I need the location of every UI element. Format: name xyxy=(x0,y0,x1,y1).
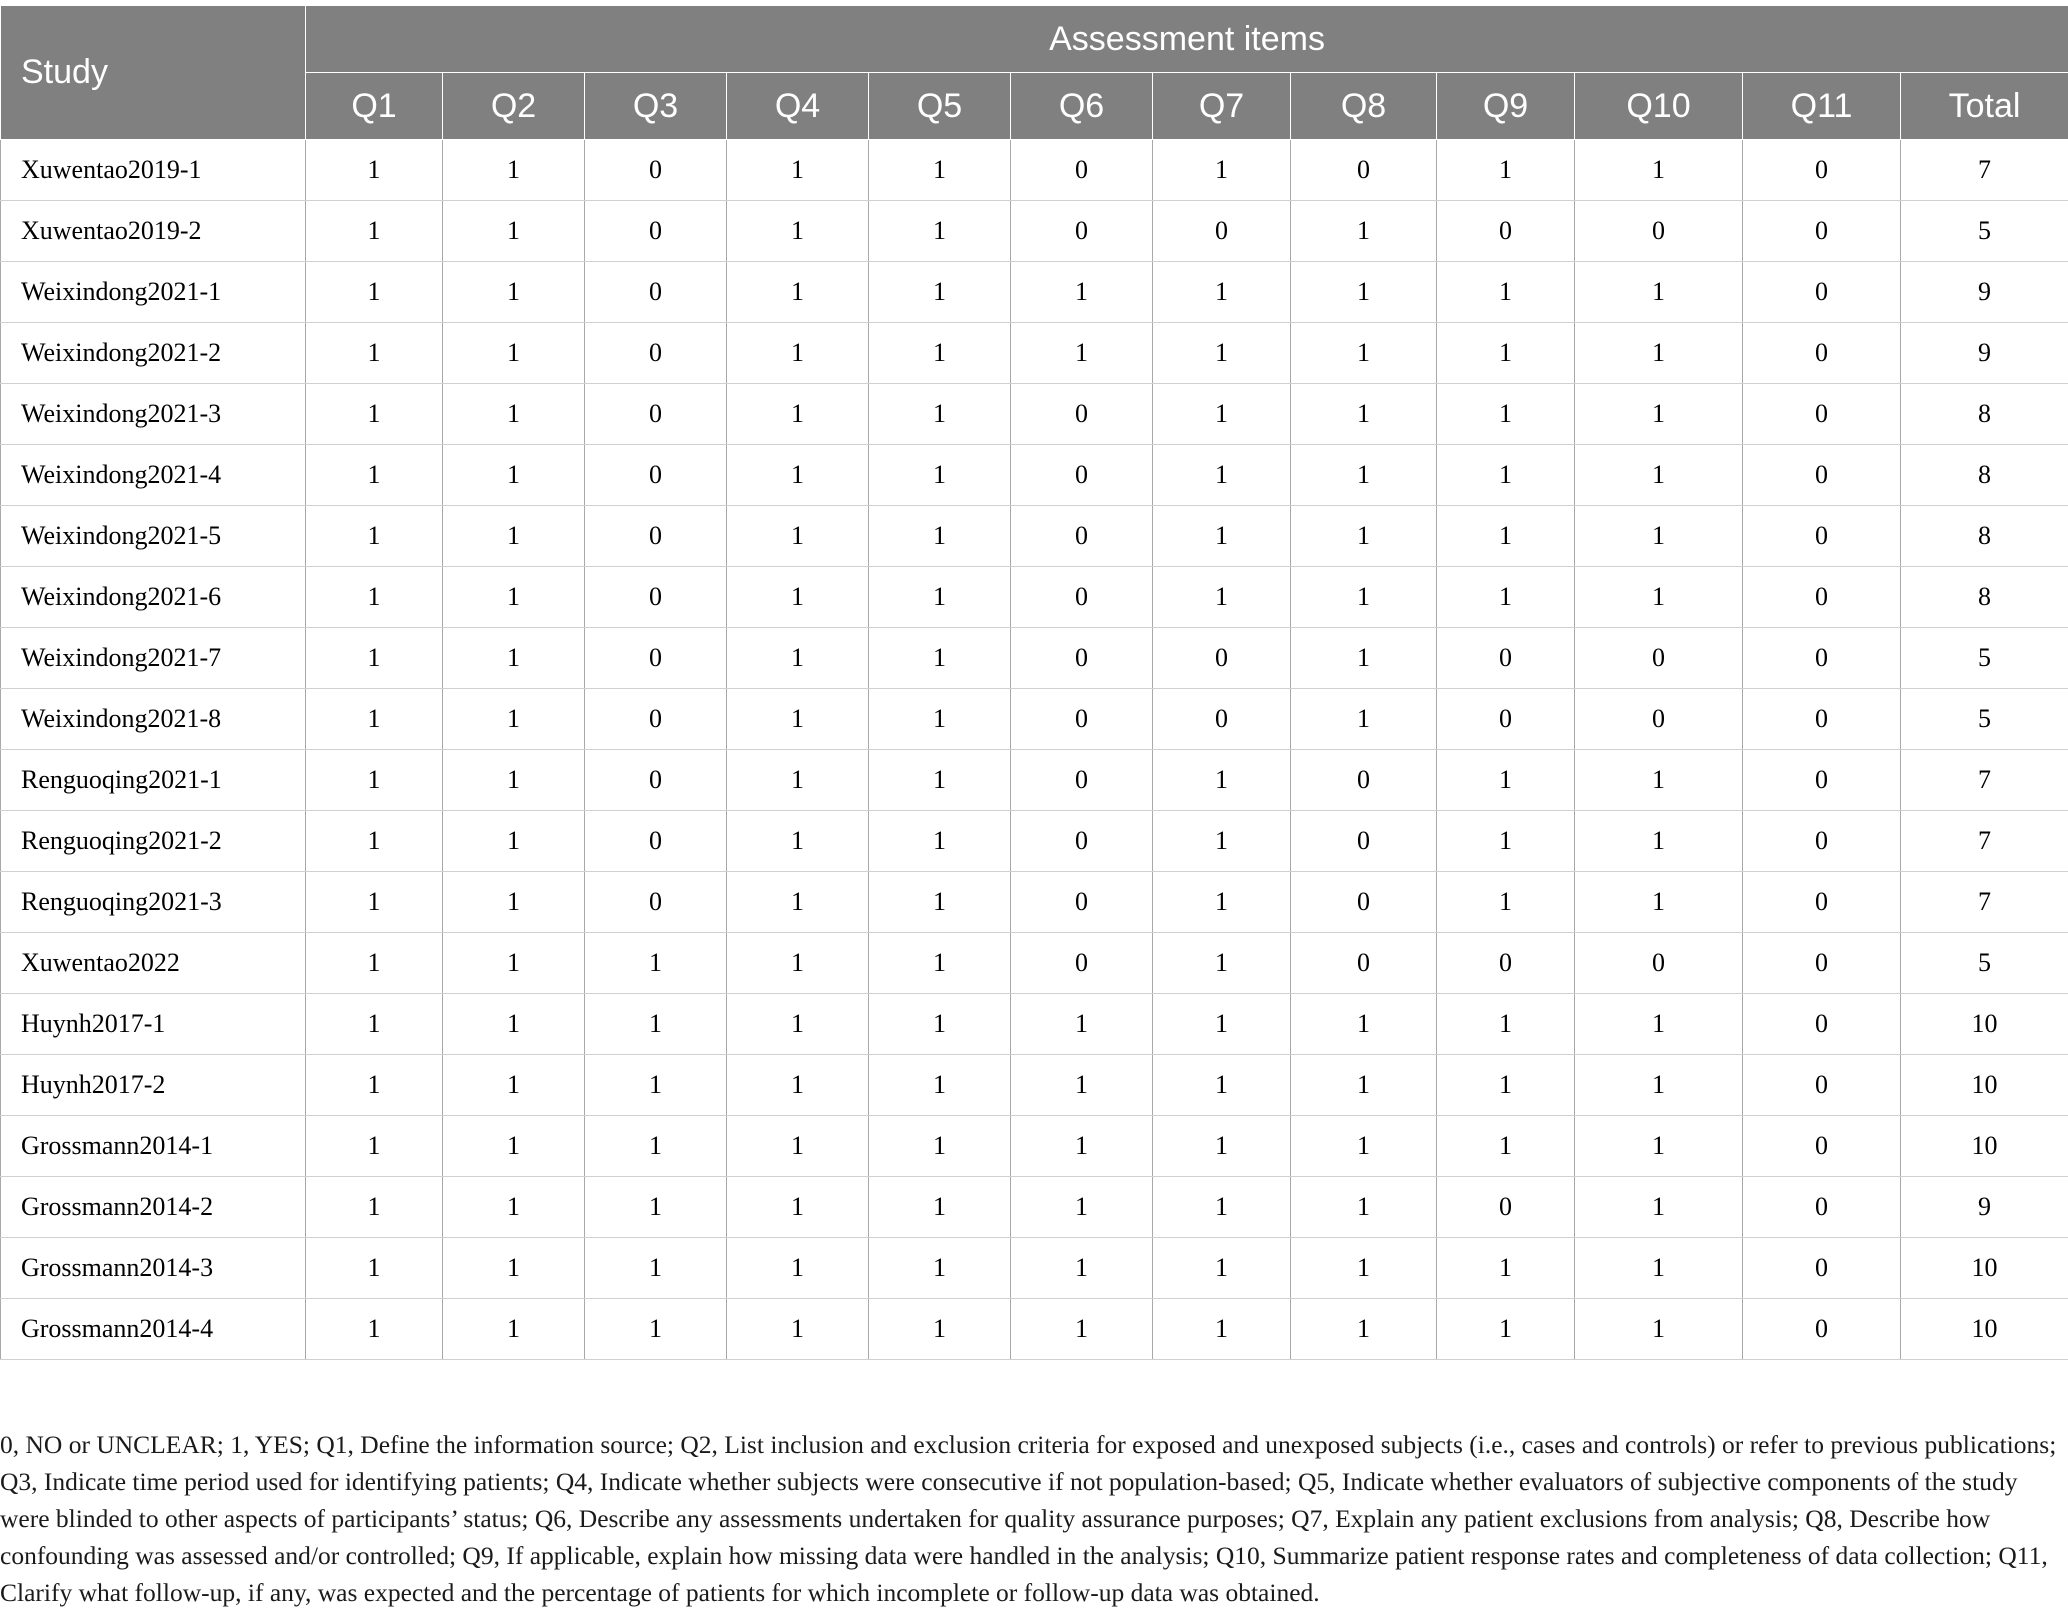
score-cell: 0 xyxy=(1743,506,1901,567)
score-cell: 1 xyxy=(1291,1116,1437,1177)
table-row xyxy=(1,445,2068,506)
study-name-cell: Weixindong2021-7 xyxy=(1,628,306,689)
score-cell: 1 xyxy=(306,750,443,811)
score-cell: 1 xyxy=(443,140,585,201)
study-name-cell: Xuwentao2019-2 xyxy=(1,201,306,262)
study-name-cell: Renguoqing2021-1 xyxy=(1,750,306,811)
column-header-q5: Q5 xyxy=(869,73,1011,140)
score-cell: 1 xyxy=(727,689,869,750)
study-name-cell: Xuwentao2022 xyxy=(1,933,306,994)
score-cell: 0 xyxy=(1011,506,1153,567)
study-name-cell: Renguoqing2021-3 xyxy=(1,872,306,933)
score-cell: 0 xyxy=(1743,445,1901,506)
score-cell: 1 xyxy=(727,994,869,1055)
column-header-q7: Q7 xyxy=(1153,73,1291,140)
score-cell: 0 xyxy=(1153,628,1291,689)
total-score-cell: 7 xyxy=(1901,872,2068,933)
table-row xyxy=(1,1055,2068,1116)
score-cell: 1 xyxy=(727,506,869,567)
score-cell: 1 xyxy=(1291,445,1437,506)
score-cell: 1 xyxy=(1437,750,1575,811)
score-cell: 0 xyxy=(1743,872,1901,933)
table-row xyxy=(1,1238,2068,1299)
score-cell: 1 xyxy=(306,140,443,201)
score-cell: 1 xyxy=(443,445,585,506)
score-cell: 0 xyxy=(585,628,727,689)
score-cell: 1 xyxy=(1291,201,1437,262)
total-score-cell: 9 xyxy=(1901,323,2068,384)
score-cell: 1 xyxy=(1153,567,1291,628)
score-cell: 1 xyxy=(1153,1238,1291,1299)
score-cell: 1 xyxy=(1437,994,1575,1055)
score-cell: 0 xyxy=(1743,1177,1901,1238)
score-cell: 0 xyxy=(1291,933,1437,994)
score-cell: 1 xyxy=(1437,567,1575,628)
score-cell: 1 xyxy=(1011,1116,1153,1177)
score-cell: 1 xyxy=(585,1055,727,1116)
table-row xyxy=(1,567,2068,628)
score-cell: 0 xyxy=(1011,567,1153,628)
score-cell: 0 xyxy=(585,567,727,628)
score-cell: 0 xyxy=(1743,323,1901,384)
score-cell: 1 xyxy=(1575,872,1743,933)
table-row xyxy=(1,323,2068,384)
score-cell: 1 xyxy=(1153,1299,1291,1360)
score-cell: 0 xyxy=(585,811,727,872)
score-cell: 1 xyxy=(1575,750,1743,811)
score-cell: 1 xyxy=(443,628,585,689)
score-cell: 1 xyxy=(443,323,585,384)
score-cell: 1 xyxy=(585,1116,727,1177)
study-name-cell: Weixindong2021-4 xyxy=(1,445,306,506)
score-cell: 1 xyxy=(306,506,443,567)
total-score-cell: 5 xyxy=(1901,933,2068,994)
score-cell: 1 xyxy=(306,384,443,445)
column-header-q11: Q11 xyxy=(1743,73,1901,140)
study-column-header: Study xyxy=(1,6,306,140)
total-score-cell: 7 xyxy=(1901,811,2068,872)
table-row xyxy=(1,872,2068,933)
score-cell: 0 xyxy=(1743,567,1901,628)
score-cell: 1 xyxy=(443,872,585,933)
total-score-cell: 10 xyxy=(1901,1116,2068,1177)
table-row xyxy=(1,140,2068,201)
score-cell: 1 xyxy=(1575,140,1743,201)
total-score-cell: 7 xyxy=(1901,140,2068,201)
score-cell: 1 xyxy=(727,811,869,872)
score-cell: 0 xyxy=(1011,628,1153,689)
score-cell: 1 xyxy=(1437,1116,1575,1177)
table-row xyxy=(1,201,2068,262)
score-cell: 1 xyxy=(869,506,1011,567)
score-cell: 1 xyxy=(727,323,869,384)
score-cell: 0 xyxy=(1437,1177,1575,1238)
score-cell: 0 xyxy=(1743,1116,1901,1177)
column-header-q3: Q3 xyxy=(585,73,727,140)
score-cell: 1 xyxy=(306,1116,443,1177)
table-row xyxy=(1,384,2068,445)
score-cell: 1 xyxy=(1575,994,1743,1055)
score-cell: 1 xyxy=(1575,811,1743,872)
score-cell: 0 xyxy=(1743,140,1901,201)
total-score-cell: 5 xyxy=(1901,689,2068,750)
score-cell: 1 xyxy=(869,1055,1011,1116)
total-score-cell: 5 xyxy=(1901,628,2068,689)
score-cell: 1 xyxy=(1291,384,1437,445)
score-cell: 1 xyxy=(443,1299,585,1360)
total-score-cell: 10 xyxy=(1901,1055,2068,1116)
score-cell: 0 xyxy=(1437,201,1575,262)
score-cell: 0 xyxy=(585,201,727,262)
score-cell: 0 xyxy=(1437,933,1575,994)
score-cell: 1 xyxy=(443,1055,585,1116)
score-cell: 1 xyxy=(869,811,1011,872)
score-cell: 1 xyxy=(1437,1238,1575,1299)
score-cell: 1 xyxy=(1011,1055,1153,1116)
score-cell: 0 xyxy=(1743,1055,1901,1116)
column-header-q9: Q9 xyxy=(1437,73,1575,140)
column-header-row xyxy=(1,73,2068,140)
study-name-cell: Grossmann2014-1 xyxy=(1,1116,306,1177)
score-cell: 1 xyxy=(869,201,1011,262)
score-cell: 1 xyxy=(443,1116,585,1177)
total-score-cell: 10 xyxy=(1901,1299,2068,1360)
table-footnote: 0, NO or UNCLEAR; 1, YES; Q1, Define the information source; Q2, List inclusion and exclusion criteria for exposed and unexposed subjects (i.e., cases and controls) or refer to previous publications; Q3, Indicate time period used for identifying patients; Q4, Indicate whether subjects were consecutive if not population-based; Q5, Indicate whether evaluators of subjective components of the study were blinded to other aspects of participants’ status; Q6, Describe any assessments undertaken for quality assurance purposes; Q7, Explain any patient exclusions from analysis; Q8, Describe how confounding was assessed and/or controlled; Q9, If applicable, explain how missing data were handled in the analysis; Q10, Summarize patient response rates and completeness of data collection; Q11, Clarify what follow-up, if any, was expected and the percentage of patients for which incomplete or follow-up data was obtained. xyxy=(0,1430,2057,1607)
score-cell: 0 xyxy=(1153,201,1291,262)
score-cell: 1 xyxy=(1291,262,1437,323)
column-header-q8: Q8 xyxy=(1291,73,1437,140)
assessment-items-group-header: Assessment items xyxy=(306,6,2068,73)
study-name-cell: Grossmann2014-2 xyxy=(1,1177,306,1238)
score-cell: 0 xyxy=(1291,750,1437,811)
score-cell: 1 xyxy=(443,750,585,811)
score-cell: 0 xyxy=(1575,933,1743,994)
score-cell: 1 xyxy=(1153,811,1291,872)
study-name-cell: Weixindong2021-3 xyxy=(1,384,306,445)
score-cell: 0 xyxy=(1011,201,1153,262)
score-cell: 0 xyxy=(585,872,727,933)
score-cell: 0 xyxy=(585,262,727,323)
total-score-cell: 7 xyxy=(1901,750,2068,811)
score-cell: 1 xyxy=(306,933,443,994)
score-cell: 1 xyxy=(585,1177,727,1238)
score-cell: 0 xyxy=(1743,201,1901,262)
score-cell: 1 xyxy=(869,750,1011,811)
score-cell: 1 xyxy=(869,628,1011,689)
score-cell: 0 xyxy=(1153,689,1291,750)
score-cell: 1 xyxy=(1437,262,1575,323)
score-cell: 1 xyxy=(443,933,585,994)
score-cell: 1 xyxy=(1291,689,1437,750)
column-header-q1: Q1 xyxy=(306,73,443,140)
score-cell: 1 xyxy=(1153,506,1291,567)
study-name-cell: Huynh2017-1 xyxy=(1,994,306,1055)
score-cell: 1 xyxy=(1011,1238,1153,1299)
score-cell: 1 xyxy=(1153,933,1291,994)
score-cell: 0 xyxy=(1743,750,1901,811)
score-cell: 1 xyxy=(1153,262,1291,323)
score-cell: 1 xyxy=(727,262,869,323)
score-cell: 0 xyxy=(1437,628,1575,689)
score-cell: 1 xyxy=(1575,567,1743,628)
score-cell: 1 xyxy=(306,1299,443,1360)
score-cell: 1 xyxy=(727,567,869,628)
score-cell: 1 xyxy=(1575,323,1743,384)
study-name-cell: Weixindong2021-2 xyxy=(1,323,306,384)
total-score-cell: 10 xyxy=(1901,994,2068,1055)
score-cell: 1 xyxy=(443,1177,585,1238)
score-cell: 1 xyxy=(585,1238,727,1299)
score-cell: 1 xyxy=(869,445,1011,506)
score-cell: 0 xyxy=(1575,628,1743,689)
score-cell: 1 xyxy=(443,201,585,262)
table-row xyxy=(1,1299,2068,1360)
score-cell: 1 xyxy=(727,140,869,201)
score-cell: 0 xyxy=(1291,872,1437,933)
score-cell: 0 xyxy=(1011,689,1153,750)
score-cell: 0 xyxy=(1011,872,1153,933)
score-cell: 1 xyxy=(1153,323,1291,384)
score-cell: 1 xyxy=(869,1116,1011,1177)
score-cell: 1 xyxy=(443,1238,585,1299)
score-cell: 1 xyxy=(727,872,869,933)
score-cell: 0 xyxy=(1291,140,1437,201)
score-cell: 1 xyxy=(1153,140,1291,201)
score-cell: 1 xyxy=(1437,1055,1575,1116)
study-name-cell: Weixindong2021-1 xyxy=(1,262,306,323)
score-cell: 1 xyxy=(306,1177,443,1238)
score-cell: 1 xyxy=(443,384,585,445)
score-cell: 1 xyxy=(443,506,585,567)
table-row xyxy=(1,1177,2068,1238)
score-cell: 1 xyxy=(306,689,443,750)
score-cell: 1 xyxy=(1011,1299,1153,1360)
score-cell: 1 xyxy=(1437,140,1575,201)
score-cell: 1 xyxy=(1437,384,1575,445)
score-cell: 0 xyxy=(585,323,727,384)
total-score-cell: 10 xyxy=(1901,1238,2068,1299)
table-body xyxy=(1,140,2068,1360)
score-cell: 1 xyxy=(585,994,727,1055)
score-cell: 0 xyxy=(585,384,727,445)
study-name-cell: Huynh2017-2 xyxy=(1,1055,306,1116)
score-cell: 1 xyxy=(1575,384,1743,445)
table-row xyxy=(1,811,2068,872)
column-header-q2: Q2 xyxy=(443,73,585,140)
score-cell: 1 xyxy=(306,1055,443,1116)
score-cell: 1 xyxy=(1011,994,1153,1055)
score-cell: 1 xyxy=(1153,872,1291,933)
score-cell: 0 xyxy=(1743,811,1901,872)
score-cell: 0 xyxy=(1743,1299,1901,1360)
score-cell: 0 xyxy=(1743,384,1901,445)
score-cell: 0 xyxy=(585,689,727,750)
score-cell: 0 xyxy=(1011,811,1153,872)
quality-assessment-table xyxy=(0,5,2068,1360)
score-cell: 0 xyxy=(1743,628,1901,689)
score-cell: 1 xyxy=(306,323,443,384)
total-score-cell: 9 xyxy=(1901,1177,2068,1238)
score-cell: 1 xyxy=(1291,628,1437,689)
table-row xyxy=(1,262,2068,323)
total-score-cell: 9 xyxy=(1901,262,2068,323)
score-cell: 1 xyxy=(1011,1177,1153,1238)
score-cell: 1 xyxy=(727,1116,869,1177)
study-name-cell: Grossmann2014-4 xyxy=(1,1299,306,1360)
score-cell: 1 xyxy=(306,811,443,872)
table-row xyxy=(1,628,2068,689)
score-cell: 1 xyxy=(727,201,869,262)
score-cell: 1 xyxy=(585,933,727,994)
score-cell: 0 xyxy=(1291,811,1437,872)
score-cell: 1 xyxy=(869,689,1011,750)
score-cell: 1 xyxy=(727,445,869,506)
score-cell: 1 xyxy=(869,1177,1011,1238)
score-cell: 0 xyxy=(1743,262,1901,323)
table-row xyxy=(1,994,2068,1055)
score-cell: 1 xyxy=(1437,506,1575,567)
score-cell: 1 xyxy=(1291,1299,1437,1360)
score-cell: 1 xyxy=(1011,262,1153,323)
score-cell: 0 xyxy=(1743,1238,1901,1299)
score-cell: 0 xyxy=(585,445,727,506)
score-cell: 1 xyxy=(1575,1238,1743,1299)
score-cell: 0 xyxy=(1011,750,1153,811)
score-cell: 1 xyxy=(306,262,443,323)
study-name-cell: Grossmann2014-3 xyxy=(1,1238,306,1299)
score-cell: 0 xyxy=(585,750,727,811)
score-cell: 1 xyxy=(869,994,1011,1055)
score-cell: 1 xyxy=(306,201,443,262)
score-cell: 1 xyxy=(1291,506,1437,567)
score-cell: 1 xyxy=(869,262,1011,323)
score-cell: 1 xyxy=(306,872,443,933)
score-cell: 1 xyxy=(306,628,443,689)
score-cell: 1 xyxy=(1153,1116,1291,1177)
study-name-cell: Weixindong2021-5 xyxy=(1,506,306,567)
score-cell: 0 xyxy=(1743,689,1901,750)
table-row xyxy=(1,506,2068,567)
table-header xyxy=(1,6,2068,140)
score-cell: 1 xyxy=(585,1299,727,1360)
score-cell: 1 xyxy=(869,1238,1011,1299)
column-header-q6: Q6 xyxy=(1011,73,1153,140)
score-cell: 1 xyxy=(869,933,1011,994)
score-cell: 1 xyxy=(1153,1177,1291,1238)
score-cell: 1 xyxy=(306,567,443,628)
score-cell: 1 xyxy=(1437,811,1575,872)
total-score-cell: 8 xyxy=(1901,506,2068,567)
table-row xyxy=(1,689,2068,750)
table-row xyxy=(1,933,2068,994)
total-score-cell: 5 xyxy=(1901,201,2068,262)
score-cell: 1 xyxy=(1437,445,1575,506)
score-cell: 1 xyxy=(1575,1116,1743,1177)
score-cell: 1 xyxy=(1291,323,1437,384)
score-cell: 1 xyxy=(1153,750,1291,811)
score-cell: 1 xyxy=(1011,323,1153,384)
score-cell: 1 xyxy=(869,384,1011,445)
score-cell: 1 xyxy=(727,1299,869,1360)
score-cell: 1 xyxy=(727,1238,869,1299)
score-cell: 0 xyxy=(585,140,727,201)
score-cell: 1 xyxy=(727,933,869,994)
score-cell: 1 xyxy=(869,872,1011,933)
study-name-cell: Weixindong2021-6 xyxy=(1,567,306,628)
score-cell: 1 xyxy=(1291,994,1437,1055)
score-cell: 1 xyxy=(869,140,1011,201)
score-cell: 1 xyxy=(1291,567,1437,628)
score-cell: 0 xyxy=(1575,201,1743,262)
score-cell: 1 xyxy=(1575,506,1743,567)
column-header-total: Total xyxy=(1901,73,2068,140)
score-cell: 1 xyxy=(1575,1299,1743,1360)
score-cell: 1 xyxy=(1575,262,1743,323)
score-cell: 0 xyxy=(1575,689,1743,750)
total-score-cell: 8 xyxy=(1901,567,2068,628)
score-cell: 1 xyxy=(1153,445,1291,506)
score-cell: 1 xyxy=(443,262,585,323)
score-cell: 1 xyxy=(1291,1177,1437,1238)
table-row xyxy=(1,1116,2068,1177)
score-cell: 1 xyxy=(727,1055,869,1116)
score-cell: 0 xyxy=(1011,933,1153,994)
score-cell: 0 xyxy=(585,506,727,567)
score-cell: 1 xyxy=(1291,1238,1437,1299)
score-cell: 1 xyxy=(727,750,869,811)
score-cell: 1 xyxy=(306,1238,443,1299)
score-cell: 1 xyxy=(727,1177,869,1238)
score-cell: 1 xyxy=(1153,994,1291,1055)
score-cell: 1 xyxy=(1153,384,1291,445)
score-cell: 1 xyxy=(1575,445,1743,506)
score-cell: 1 xyxy=(1153,1055,1291,1116)
score-cell: 1 xyxy=(443,689,585,750)
score-cell: 1 xyxy=(1437,872,1575,933)
score-cell: 1 xyxy=(306,994,443,1055)
score-cell: 0 xyxy=(1011,445,1153,506)
table-row xyxy=(1,750,2068,811)
study-name-cell: Xuwentao2019-1 xyxy=(1,140,306,201)
score-cell: 0 xyxy=(1743,933,1901,994)
score-cell: 0 xyxy=(1437,689,1575,750)
score-cell: 1 xyxy=(443,811,585,872)
score-cell: 1 xyxy=(727,384,869,445)
score-cell: 1 xyxy=(306,445,443,506)
study-name-cell: Renguoqing2021-2 xyxy=(1,811,306,872)
score-cell: 1 xyxy=(869,1299,1011,1360)
column-header-q4: Q4 xyxy=(727,73,869,140)
total-score-cell: 8 xyxy=(1901,445,2068,506)
column-header-q10: Q10 xyxy=(1575,73,1743,140)
score-cell: 1 xyxy=(443,994,585,1055)
score-cell: 0 xyxy=(1743,994,1901,1055)
study-name-cell: Weixindong2021-8 xyxy=(1,689,306,750)
score-cell: 1 xyxy=(869,323,1011,384)
score-cell: 1 xyxy=(1575,1177,1743,1238)
score-cell: 1 xyxy=(727,628,869,689)
score-cell: 0 xyxy=(1011,384,1153,445)
score-cell: 1 xyxy=(1437,1299,1575,1360)
score-cell: 1 xyxy=(1291,1055,1437,1116)
score-cell: 1 xyxy=(869,567,1011,628)
score-cell: 1 xyxy=(1575,1055,1743,1116)
total-score-cell: 8 xyxy=(1901,384,2068,445)
score-cell: 1 xyxy=(1437,323,1575,384)
score-cell: 1 xyxy=(443,567,585,628)
score-cell: 0 xyxy=(1011,140,1153,201)
